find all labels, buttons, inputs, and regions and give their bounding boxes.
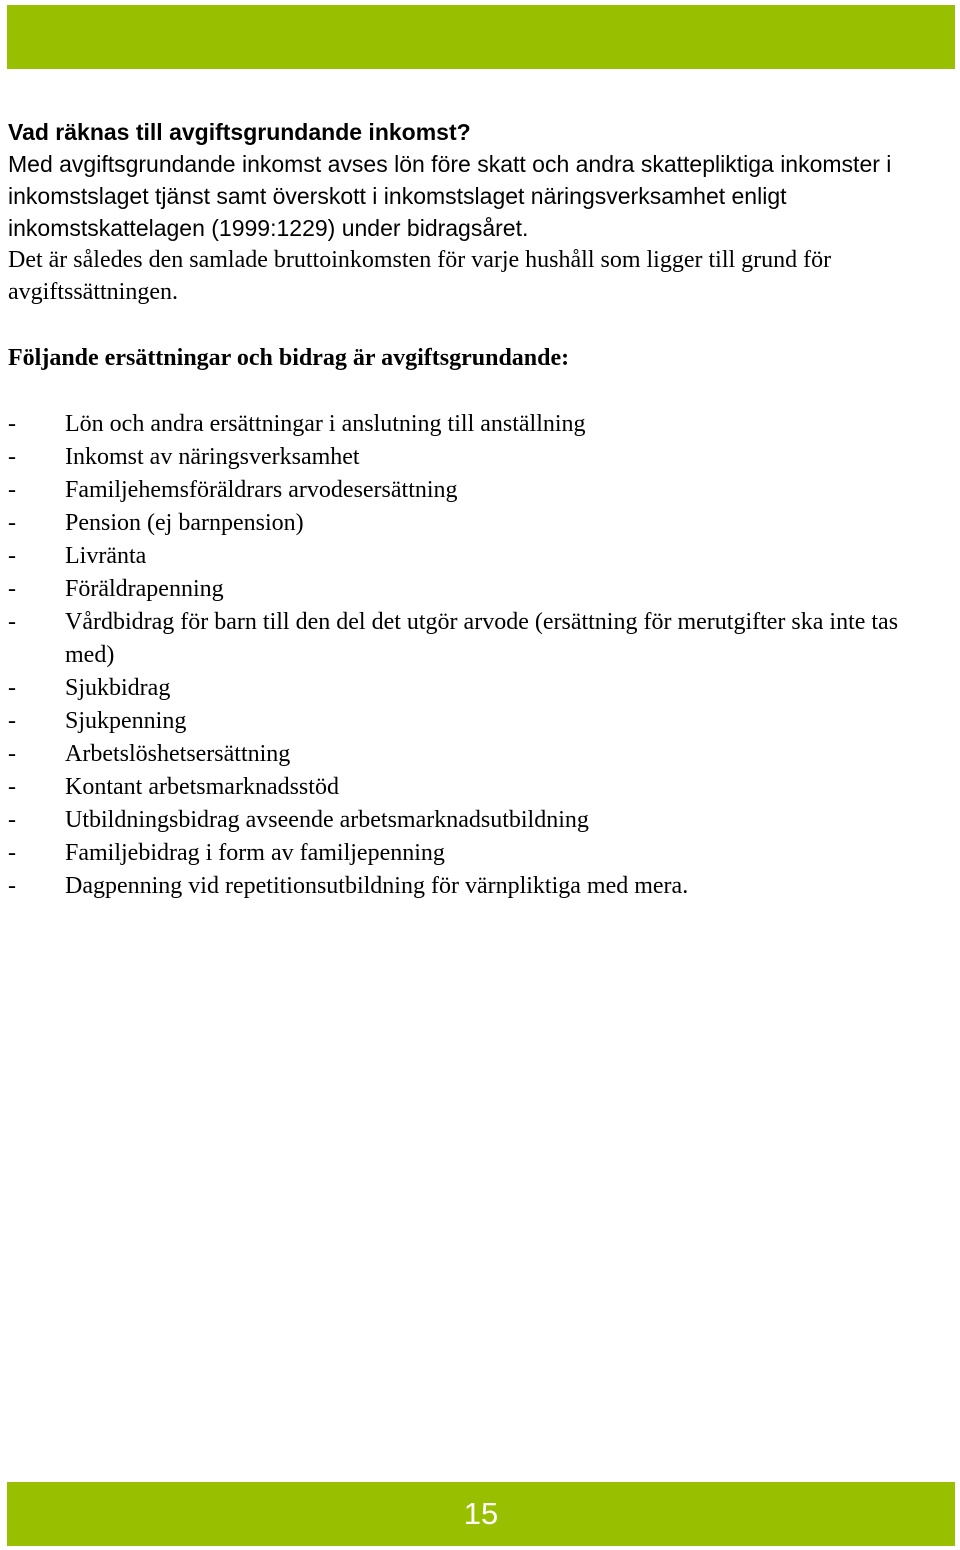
list-bullet: - (8, 807, 16, 833)
main-content (8, 116, 953, 903)
page-number: 15 (463, 1496, 499, 1531)
list-item (8, 408, 953, 441)
list-item (8, 441, 953, 474)
list-item-text: Sjukpenning (65, 708, 187, 734)
section-heading: Vad räknas till avgiftsgrundande inkomst? (8, 119, 471, 145)
list-item (8, 672, 953, 705)
list-item-text: Dagpenning vid repetitionsutbildning för värnpliktiga med mera. (65, 873, 689, 899)
list-bullet: - (8, 840, 16, 866)
list-item (8, 705, 953, 738)
list-item-text: Sjukbidrag (65, 675, 171, 701)
list-item-text: Familjebidrag i form av familjepenning (65, 840, 445, 866)
list-item-text: Utbildningsbidrag avseende arbetsmarknadsutbildning (65, 807, 589, 833)
list-bullet: - (8, 543, 16, 569)
intro-paragraph: Med avgiftsgrundande inkomst avses lön före skatt och andra skattepliktiga inkomster i inkomstslaget tjänst samt överskott i inkomstslaget näringsverksamhet enligt inkomstskattelagen (1999:1229) under bidragsåret. (8, 151, 892, 241)
list-bullet: - (8, 774, 16, 800)
list-bullet: - (8, 873, 16, 899)
list-item (8, 507, 953, 540)
list-item-text: Kontant arbetsmarknadsstöd (65, 774, 339, 800)
list-item (8, 771, 953, 804)
list-item-text: Familjehemsföräldrars arvodesersättning (65, 477, 458, 503)
list-item (8, 540, 953, 573)
list-bullet: - (8, 444, 16, 470)
list-item (8, 606, 953, 672)
list-bullet: - (8, 411, 16, 437)
list-heading: Följande ersättningar och bidrag är avgiftsgrundande: (8, 345, 570, 371)
list-bullet: - (8, 741, 16, 767)
list-bullet: - (8, 675, 16, 701)
list-item-text: Arbetslöshetsersättning (65, 741, 291, 767)
list-item (8, 573, 953, 606)
header-bar (7, 5, 955, 69)
list-bullet: - (8, 477, 16, 503)
income-list (8, 408, 953, 903)
list-item (8, 738, 953, 771)
list-item-text: Föräldrapenning (65, 576, 224, 602)
list-item (8, 870, 953, 903)
footer-bar (7, 1482, 955, 1546)
list-bullet: - (8, 708, 16, 734)
list-bullet: - (8, 576, 16, 602)
list-bullet: - (8, 609, 16, 635)
list-item-text: Inkomst av näringsverksamhet (65, 444, 360, 470)
list-item-text: Lön och andra ersättningar i anslutning till anställning (65, 411, 586, 437)
summary-paragraph: Det är således den samlade bruttoinkomsten för varje hushåll som ligger till grund för avgiftssättningen. (8, 247, 832, 305)
list-item-text: Pension (ej barnpension) (65, 510, 304, 536)
list-item (8, 804, 953, 837)
list-item-text: Vårdbidrag för barn till den del det utgör arvode (ersättning för merutgifter ska inte tas med) (65, 609, 899, 668)
list-item-text: Livränta (65, 543, 147, 569)
list-item (8, 474, 953, 507)
list-item (8, 837, 953, 870)
list-bullet: - (8, 510, 16, 536)
